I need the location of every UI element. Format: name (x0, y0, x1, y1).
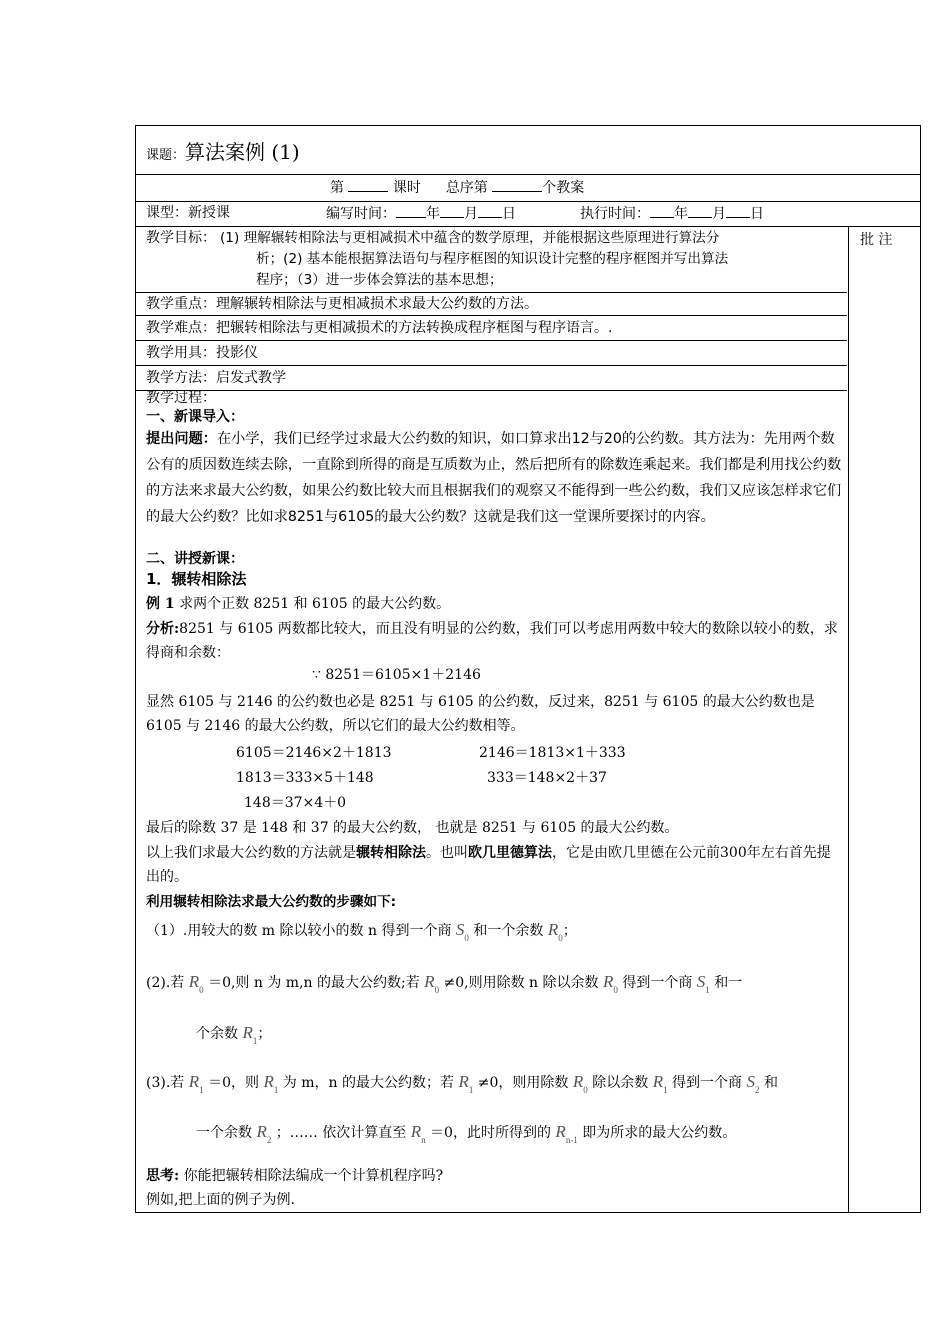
intro-paragraph (146, 426, 842, 530)
written-label: 编写时间： (326, 206, 396, 222)
var-S2: $S_2$ (746, 1072, 760, 1095)
step-3-line-1 (146, 1072, 778, 1096)
method-alias: 欧几里德算法 (468, 845, 552, 861)
intro-text: 在小学，我们已经学过求最大公约数的知识，如口算求出12与20的公约数。其方法为：先用两个数公有的质因数连续去除，一直除到所得的商是互质数为止，然后把所有的除数连乘起来。我们都是利用找公约数的方法来求最大公约数，如果公约数比较大而且根据我们的观察又不能得到一些公约数，我们又应该怎样求它们的最大公约数？比如求8251与6105的最大公约数？这就是我们这一堂课所要探讨的内容。 (146, 431, 842, 525)
difficulty: 教学难点：把辗转相除法与更相减损术的方法转换成程序框图与程序语言。. (146, 320, 613, 336)
var-R1: $R_1$ (458, 1072, 474, 1095)
method-name: 辗转相除法 (356, 845, 426, 861)
last-divisor-text: 最后的除数 37 是 148 和 37 的最大公约数， 也就是 8251 与 6105 的最大公约数。 (146, 820, 679, 836)
equation-3: 1813＝333×5＋148 (236, 770, 374, 786)
step3-text-h: 一个余数 (196, 1125, 252, 1141)
topic-line (146, 140, 300, 164)
step1-text-c: ； (562, 923, 577, 939)
row-divider (136, 340, 847, 341)
tools: 教学用具：投影仪 (146, 345, 258, 361)
step-2-line-1 (146, 972, 742, 996)
step1-text-a: （1）.用较大的数 m 除以较小的数 n 得到一个商 (146, 923, 452, 939)
var-R2: $R_2$ (256, 1122, 272, 1145)
section-new-heading: 二、讲授新课： (146, 551, 244, 567)
lesson-no-blank (348, 179, 388, 192)
step3-text-g: 和 (763, 1075, 778, 1091)
blank (478, 205, 502, 218)
equation-main: ∵ 8251＝6105×1＋2146 (312, 667, 481, 683)
analysis-text: 8251 与 6105 两数都比较大，而且没有明显的公约数，我们可以考虑用两数中较大的数除以较小的数，求得商和余数： (146, 621, 838, 661)
step3-text-e: 除以余数 (592, 1075, 649, 1091)
topic-label: 课题： (146, 148, 186, 163)
method: 教学方法：启发式教学 (146, 370, 286, 386)
annotation-column-divider (848, 226, 849, 1213)
row-divider (136, 201, 920, 202)
equation-5: 148＝37×4＋0 (244, 795, 347, 811)
key-point: 教学重点：理解辗转相除法与更相减损术求最大公约数的方法。 (146, 296, 538, 312)
subsection-euclid-heading: 1．辗转相除法 (146, 570, 247, 588)
equation-4: 333＝148×2＋37 (487, 770, 607, 786)
topic-title: 算法案例 (1) (185, 140, 300, 164)
method-name-mid: 。也叫 (426, 845, 468, 861)
step-3-line-2 (196, 1122, 736, 1146)
var-R0: $R_0$ (547, 920, 563, 943)
row-divider (136, 365, 847, 366)
goals-line-3: 程序；（3）进一步体会算法的基本思想； (256, 272, 503, 288)
think-line (146, 1168, 443, 1185)
month-label: 月 (464, 206, 478, 222)
equation-2: 2146＝1813×1＋333 (479, 745, 626, 761)
var-Rn-1: $R_{n-1}$ (555, 1122, 578, 1145)
example-line (146, 596, 450, 613)
step3-text-j: ＝0，此时所得到的 (430, 1125, 551, 1141)
lesson-number-line (330, 179, 584, 197)
day-label: 日 (502, 206, 516, 222)
step2-text-e: 和一 (714, 975, 743, 991)
step2-text-c: ≠0,则用除数 n 除以余数 (443, 975, 599, 991)
var-S1: $S_1$ (696, 972, 710, 995)
step2-text-f: 个余数 (196, 1026, 238, 1042)
steps-title: 利用辗转相除法求最大公约数的步骤如下: (146, 894, 397, 910)
lesson-type: 课型：新授课 (146, 205, 230, 221)
analysis-paragraph (146, 617, 842, 665)
blank (726, 205, 750, 218)
var-R1: $R_1$ (652, 1072, 668, 1095)
var-S0: $S_0$ (455, 920, 469, 943)
year-label: 年 (426, 206, 440, 222)
step-2-line-2 (196, 1023, 271, 1047)
step-1 (146, 920, 577, 944)
month-label: 月 (712, 206, 726, 222)
annotation-label: 批 注 (860, 232, 893, 248)
var-R1: $R_1$ (188, 1072, 204, 1095)
var-R1: $R_1$ (242, 1023, 258, 1046)
step3-text-f: 得到一个商 (672, 1075, 743, 1091)
step2-text-d: 得到一个商 (622, 975, 693, 991)
step2-text-a: (2).若 (146, 975, 185, 991)
blank (396, 205, 426, 218)
equation-1: 6105＝2146×2＋1813 (236, 745, 392, 761)
example-label: 例 1 (146, 596, 175, 612)
row-divider (136, 174, 920, 175)
example-text: 求两个正数 8251 和 6105 的最大公约数。 (174, 596, 451, 612)
var-R0: $R_0$ (188, 972, 204, 995)
blank (440, 205, 464, 218)
total-no-blank (492, 179, 542, 192)
row-divider (136, 292, 847, 293)
row-divider (136, 315, 847, 316)
blank (688, 205, 712, 218)
exec-label: 执行时间： (580, 206, 650, 222)
process-label: 教学过程： (146, 390, 216, 406)
step3-text-a: (3).若 (146, 1075, 185, 1091)
intro-label: 提出问题： (146, 431, 217, 447)
blank (650, 205, 674, 218)
method-name-pre: 以上我们求最大公约数的方法就是 (146, 845, 356, 861)
step3-text-b: ＝0，则 (208, 1075, 259, 1091)
step3-text-i: ；…… 依次计算直至 (275, 1125, 407, 1141)
goals-label: 教学目标： (146, 230, 216, 246)
var-R0: $R_0$ (572, 1072, 588, 1095)
analysis-label: 分析: (146, 621, 180, 637)
var-R1: $R_1$ (263, 1072, 279, 1095)
exec-time (580, 205, 764, 223)
year-label: 年 (674, 206, 688, 222)
obvious-paragraph: 显然 6105 与 2146 的公约数也必是 8251 与 6105 的公约数，反过来，8251 与 6105 的最大公约数也是 6105 与 2146 的最大公约数，所以它们的最大公约数相等。 (146, 694, 815, 734)
row-divider (136, 390, 847, 391)
row-divider (136, 226, 920, 227)
var-R0: $R_0$ (424, 972, 440, 995)
lesson-plan-table (135, 125, 921, 1213)
step1-text-b: 和一个余数 (473, 923, 544, 939)
day-label: 日 (750, 206, 764, 222)
method-name-paragraph (146, 841, 842, 889)
step3-text-c: 为 m，n 的最大公约数；若 (282, 1075, 454, 1091)
method-name-post: ，它是由欧几里德在公元前300年左右首先提出的。 (146, 845, 831, 885)
goals-line-2: 析；(2) 基本能根据算法语句与程序框图的知识设计完整的程序框图并写出算法 (256, 251, 729, 267)
think-text: 你能把辗转相除法编成一个计算机程序吗? (179, 1168, 444, 1184)
lesson-no-suffix: 课时 (392, 180, 421, 196)
written-time (326, 205, 516, 223)
total-no-suffix: 个教案 (542, 180, 585, 196)
example-hint: 例如,把上面的例子为例. (146, 1192, 295, 1208)
var-R0: $R_0$ (602, 972, 618, 995)
total-no-prefix: 总序第 (445, 180, 488, 196)
step3-text-d: ≠0，则用除数 (477, 1075, 569, 1091)
step2-text-g: ； (257, 1026, 272, 1042)
step3-text-k: 即为所求的最大公约数。 (582, 1125, 737, 1141)
goals-line-1: (1) 理解辗转相除法与更相减损术中蕴含的数学原理，并能根据这些原理进行算法分 (220, 230, 720, 246)
section-intro-heading: 一、新课导入： (146, 409, 244, 425)
lesson-no-prefix: 第 (330, 180, 344, 196)
var-Rn: $R_n$ (410, 1122, 426, 1145)
step2-text-b: ＝0,则 n 为 m,n 的最大公约数;若 (208, 975, 420, 991)
think-label: 思考: (146, 1168, 180, 1184)
